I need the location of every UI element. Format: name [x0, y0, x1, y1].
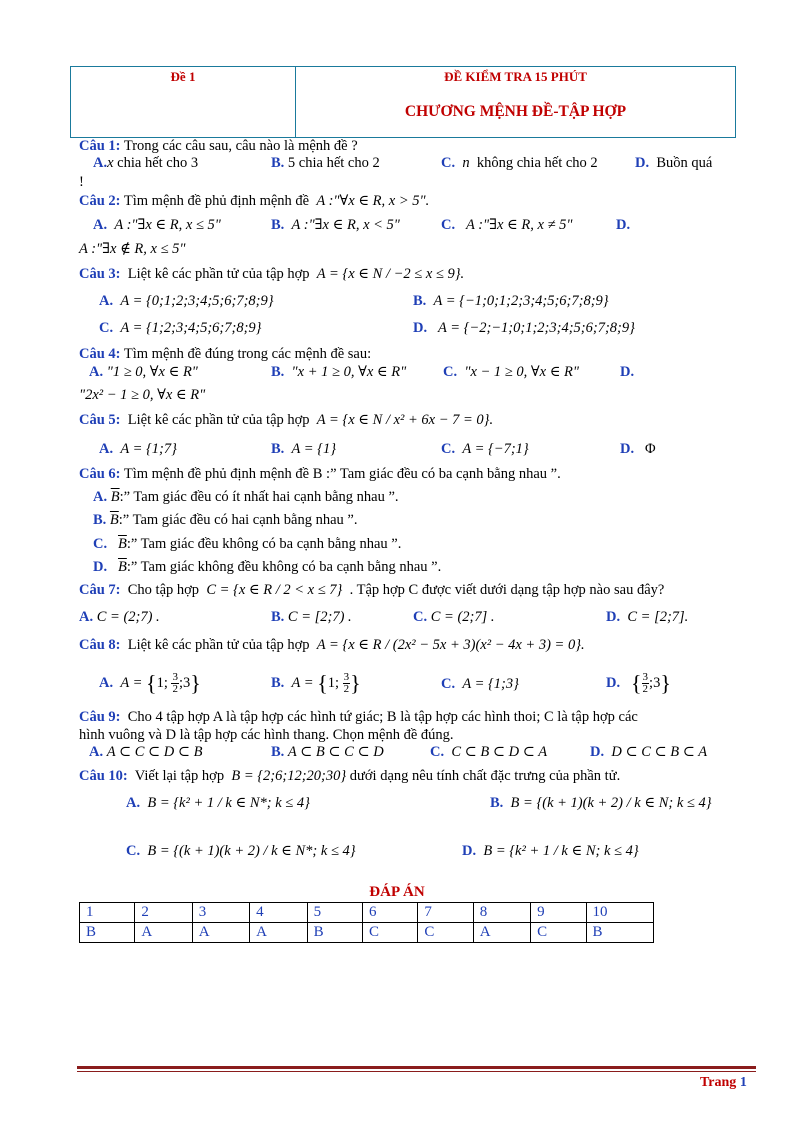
q8-option-d: D. { $\frac{3}{2}$ ;3} — [606, 670, 671, 696]
answer-key: C — [418, 923, 473, 943]
answer-number: 5 — [307, 903, 362, 923]
answer-key: A — [473, 923, 530, 943]
q5-option-a: A. A = {1;7} — [99, 441, 177, 457]
answer-number: 3 — [192, 903, 249, 923]
q5-option-b: B. A = {1} — [271, 441, 337, 457]
q7-stem: Câu 7: Cho tập hợp C = {x ∈ R / 2 < x ≤ 7} . Tập hợp C được viết dưới dạng tập hợp nào sau đây? — [79, 582, 665, 598]
answer-number: 9 — [531, 903, 586, 923]
answer-number: 4 — [250, 903, 307, 923]
q6-stem: Câu 6: Tìm mệnh đề phủ định mệnh đề B :” Tam giác đều có ba cạnh bằng nhau ”. — [79, 466, 561, 482]
answer-number: 10 — [586, 903, 653, 923]
answer-number: 8 — [473, 903, 530, 923]
q10-option-a: A. B = {k² + 1 / k ∈ N*; k ≤ 4} — [126, 795, 310, 811]
q9-stem-continued: hình vuông và D là tập hợp các hình thang. Chọn mệnh đề đúng. — [79, 727, 454, 743]
q1-option-d: D. Buồn quá — [635, 155, 713, 171]
q4-option-d: "2x² − 1 ≥ 0, ∀x ∈ R" — [79, 387, 206, 403]
answer-key: C — [362, 923, 417, 943]
q6-option-d: D. $\overline{B}$:” Tam giác không đều không có ba cạnh bằng nhau ”. — [93, 559, 442, 575]
answer-numbers-row — [80, 903, 654, 923]
q6-option-c: C. $\overline{B}$:” Tam giác đều không có ba cạnh bằng nhau ”. — [93, 536, 402, 552]
q1-continuation: ! — [79, 174, 84, 190]
q2-option-a: A. A :"∃x ∈ R, x ≤ 5" — [93, 217, 221, 233]
q10-option-d: D. B = {k² + 1 / k ∈ N; k ≤ 4} — [462, 843, 639, 859]
q5-option-c: C. A = {−7;1} — [441, 441, 529, 457]
q5-option-d: D. Φ — [620, 441, 656, 457]
page-number-value: 1 — [739, 1075, 747, 1090]
q9-option-c: C. C ⊂ B ⊂ D ⊂ A — [430, 744, 548, 760]
q4-option-a: A. "1 ≥ 0, ∀x ∈ R" — [89, 364, 198, 380]
q10-option-c: C. B = {(k + 1)(k + 2) / k ∈ N*; k ≤ 4} — [126, 843, 356, 859]
answer-key-title: ĐÁP ÁN — [369, 884, 425, 900]
q8-option-b: B. A = {1; $\frac{3}{2}$ } — [271, 670, 361, 696]
q1-option-b: B. 5 chia hết cho 2 — [271, 155, 380, 171]
exam-code: Đề 1 — [71, 67, 296, 137]
answer-number: 7 — [418, 903, 473, 923]
q8-stem: Câu 8: Liệt kê các phần tử của tập hợp A = {x ∈ R / (2x² − 5x + 3)(x² − 4x + 3) = 0}. — [79, 637, 585, 653]
exam-title-cell — [296, 67, 735, 137]
q4-option-c: C. "x − 1 ≥ 0, ∀x ∈ R" — [443, 364, 579, 380]
answer-key: A — [192, 923, 249, 943]
q3-option-c: C. A = {1;2;3;4;5;6;7;8;9} — [99, 320, 262, 336]
answer-key: B — [307, 923, 362, 943]
footer-rule — [77, 1066, 756, 1069]
header-table — [70, 66, 736, 138]
q9-option-a: A. A ⊂ C ⊂ D ⊂ B — [89, 744, 203, 760]
q9-option-b: B. A ⊂ B ⊂ C ⊂ D — [271, 744, 384, 760]
answer-key: A — [250, 923, 307, 943]
page-label: Trang — [700, 1075, 737, 1090]
chapter-title: CHƯƠNG MỆNH ĐỀ-TẬP HỢP — [404, 103, 627, 120]
answer-key: C — [531, 923, 586, 943]
answer-number: 2 — [135, 903, 192, 923]
q3-stem: Câu 3: Liệt kê các phần tử của tập hợp A = {x ∈ N / −2 ≤ x ≤ 9}. — [79, 266, 465, 282]
q1-stem: Câu 1: Trong các câu sau, câu nào là mệnh đề ? — [79, 138, 358, 154]
q2-option-d: A :"∃x ∉ R, x ≤ 5" — [79, 241, 186, 257]
q2-option-c: C. A :"∃x ∈ R, x ≠ 5" — [441, 217, 573, 233]
q9-option-d: D. D ⊂ C ⊂ B ⊂ A — [590, 744, 708, 760]
answer-number: 6 — [362, 903, 417, 923]
answer-key: B — [586, 923, 653, 943]
q8-option-c: C. A = {1;3} — [441, 676, 519, 692]
exam-title: ĐỀ KIỂM TRA 15 PHÚT — [444, 69, 587, 84]
answer-key: A — [135, 923, 192, 943]
q7-option-c: C. C = (2;7] . — [413, 609, 495, 625]
q3-option-b: B. A = {−1;0;1;2;3;4;5;6;7;8;9} — [413, 293, 609, 309]
footer-rule-thin — [77, 1071, 756, 1072]
q10-stem: Câu 10: Viết lại tập hợp B = {2;6;12;20;30} dưới dạng nêu tính chất đặc trưng của phần tử. — [79, 768, 621, 784]
q1-option-a: A.x chia hết cho 3 — [93, 155, 199, 171]
answer-key: B — [80, 923, 135, 943]
q4-stem: Câu 4: Tìm mệnh đề đúng trong các mệnh đề sau: — [79, 346, 372, 362]
answer-key-table — [79, 902, 654, 943]
page-number — [700, 1075, 747, 1091]
q7-option-d: D. C = [2;7]. — [606, 609, 689, 625]
q3-option-d: D. A = {−2;−1;0;1;2;3;4;5;6;7;8;9} — [413, 320, 635, 336]
answer-number: 1 — [80, 903, 135, 923]
q2-stem: Câu 2: Tìm mệnh đề phủ định mệnh đề A :"∀x ∈ R, x > 5". — [79, 193, 430, 209]
q2-option-d-label: D. — [616, 217, 631, 233]
q2-option-b: B. A :"∃x ∈ R, x < 5" — [271, 217, 400, 233]
q10-option-b: B. B = {(k + 1)(k + 2) / k ∈ N; k ≤ 4} — [490, 795, 712, 811]
q1-option-c: C. n không chia hết cho 2 — [441, 155, 598, 171]
q3-option-a: A. A = {0;1;2;3;4;5;6;7;8;9} — [99, 293, 274, 309]
q9-stem: Câu 9: Cho 4 tập hợp A là tập hợp các hình tứ giác; B là tập hợp các hình thoi; C là tập hợp các — [79, 709, 638, 725]
q4-option-d-label: D. — [620, 364, 635, 380]
q4-option-b: B. "x + 1 ≥ 0, ∀x ∈ R" — [271, 364, 407, 380]
q6-option-b: B. $\overline{B}$:” Tam giác đều có hai cạnh bằng nhau ”. — [93, 512, 358, 528]
q8-option-a: A. A = {1; $\frac{3}{2}$ ;3} — [99, 670, 201, 696]
q7-option-a: A. C = (2;7) . — [79, 609, 160, 625]
q5-stem: Câu 5: Liệt kê các phần tử của tập hợp A = {x ∈ N / x² + 6x − 7 = 0}. — [79, 412, 494, 428]
q6-option-a: A. $\overline{B}$:” Tam giác đều có ít nhất hai cạnh bằng nhau ”. — [93, 489, 399, 505]
q7-option-b: B. C = [2;7) . — [271, 609, 352, 625]
answer-keys-row — [80, 923, 654, 943]
